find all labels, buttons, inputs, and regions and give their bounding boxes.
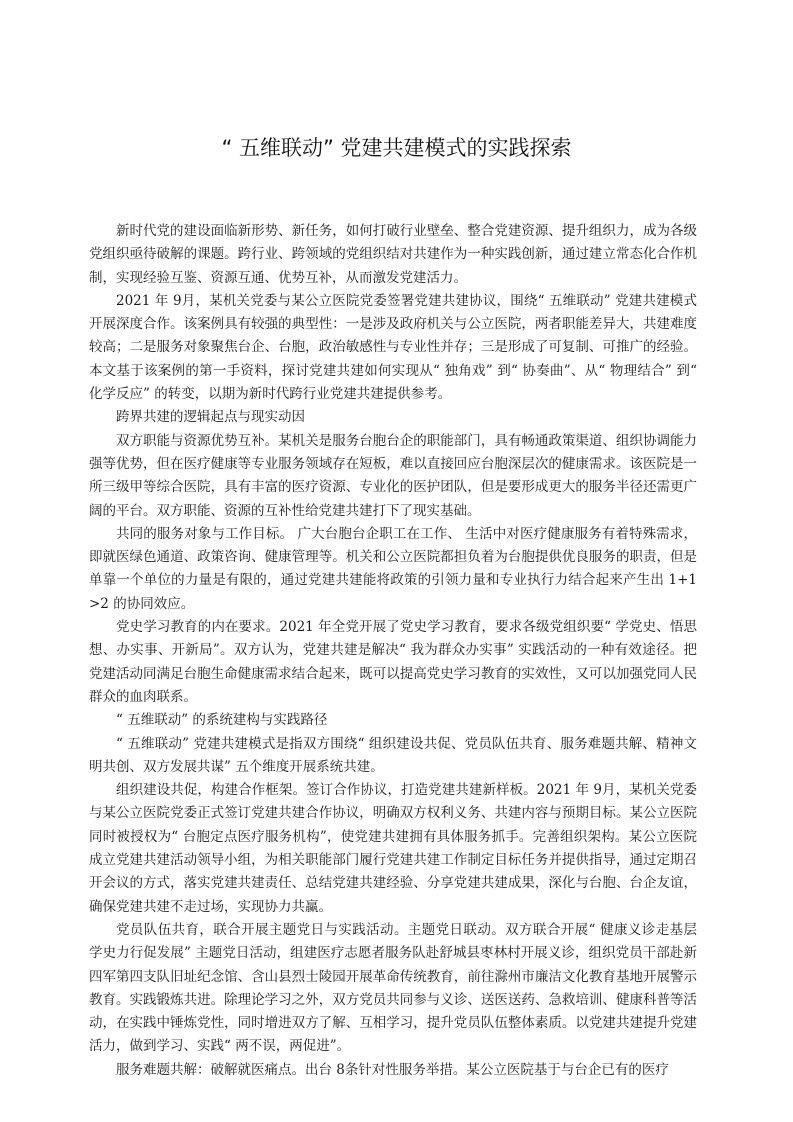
paragraph-complementary: 双方职能与资源优势互补。某机关是服务台胞台企的职能部门，具有畅通政策渠道、组织协调能力强等优势，但在医疗健康等专业服务领域存在短板，难以直接回应台胞深层次的健康需求。该医院是一所三级甲等综合医院，具有丰富的医疗资源、专业化的医护团队，但是要形成更大的服务半径还需更广阔的平台。双方职能、资源的互补性给党建共建打下了现实基础。 [89, 432, 697, 519]
paragraph-organization: 组织建设共促，构建合作框架。签订合作协议，打造党建共建新样板。2021 年 9月，某机关党委与某公立医院党委正式签订党建共建合作协议，明确双方权利义务、共建内容与预期目标。某公立医院同时被授权为“ 台胞定点医疗服务机构”，使党建共建拥有具体服务抓手。完善组织架构。某公立医院成立党建共建活动领导小组，为相关职能部门履行党建共建工作制定目标任务并提供指导，通过定期召开会议的方式，落实党建共建责任、总结党建共建经验、分享党建共建成果，深化与台胞、台企友谊，确保党建共建不走过场，实现协力共赢。 [89, 782, 697, 915]
paragraph-common-targets: 共同的服务对象与工作目标。 广大台胞台企职工在工作、 生活中对医疗健康服务有着特殊需求，即就医绿色通道、政策咨询、健康管理等。机关和公立医院都担负着为台胞提供优良服务的职责，但是单靠一个单位的力量是有限的，通过党建共建能将政策的引领力量和专业执行力结合起来产生出 1+1>2 的协同效应。 [89, 525, 697, 612]
section-heading-1: 跨界共建的逻辑起点与现实动因 [116, 409, 305, 426]
document-body [89, 220, 697, 1082]
paragraph-intro: 新时代党的建设面临新形势、新任务，如何打破行业壁垒、整合党建资源、提升组织力，成为各级党组织亟待破解的课题。跨行业、跨领域的党组织结对共建作为一种实践创新，通过建立常态化合作机制，实现经验互鉴、资源互通、优势互补，从而激发党建活力。 [89, 223, 697, 286]
document-title: “ 五维联动” 党建共建模式的实践探索 [221, 136, 572, 160]
paragraph-five-dimensions: “ 五维联动” 党建共建模式是指双方围绕“ 组织建设共促、党员队伍共育、服务难题共解、精神文明共创、双方发展共谋” 五个维度开展系统共建。 [89, 735, 697, 775]
paragraph-case: 2021 年 9月，某机关党委与某公立医院党委签署党建共建协议，围绕“ 五维联动” 党建共建模式开展深度合作。该案例具有较强的典型性：一是涉及政府机关与公立医院，两者职能差异大，共建难度较高；二是服务对象聚焦台企、台胞，政治敏感性与专业性并存；三是形成了可复制、可推广的经验。本文基于该案例的第一手资料，探讨党建共建如何实现从“ 独角戏” 到“ 协奏曲”、从“ 物理结合” 到“ 化学反应” 的转变，以期为新时代跨行业党建共建提供参考。 [89, 292, 697, 403]
paragraph-services: 服务难题共解：破解就医痛点。出台 8条针对性服务举措。某公立医院基于与台企已有的医疗 [116, 1061, 669, 1078]
paragraph-party-history: 党史学习教育的内在要求。2021 年全党开展了党史学习教育，要求各级党组织要“ 学党史、悟思想、办实事、开新局”。双方认为，党建共建是解决“ 我为群众办实事” 实践活动的一种有效途径。把党建活动同满足台胞生命健康需求结合起来，既可以提高党史学习教育的实效性，又可以加强党同人民群众的血肉联系。 [89, 619, 697, 705]
paragraph-members: 党员队伍共育，联合开展主题党日与实践活动。主题党日联动。双方联合开展“ 健康义诊走基层 学史力行促发展” 主题党日活动，组建医疗志愿者服务队赴舒城县枣林村开展义诊，组织党员干部赴新四军第四支队旧址纪念馆、含山县烈士陵园开展革命传统教育，前往滁州市廉洁文化教育基地开展警示教育。实践锻炼共进。除理论学习之外，双方党员共同参与义诊、送医送药、急救培训、健康科普等活动，在实践中锤炼党性，同时增进双方了解、互相学习，提升党员队伍整体素质。以党建共建提升党建活力，做到学习、实践“ 两不误，两促进”。 [89, 921, 697, 1055]
section-heading-2: “ 五维联动” 的系统建构与实践路径 [116, 712, 328, 729]
